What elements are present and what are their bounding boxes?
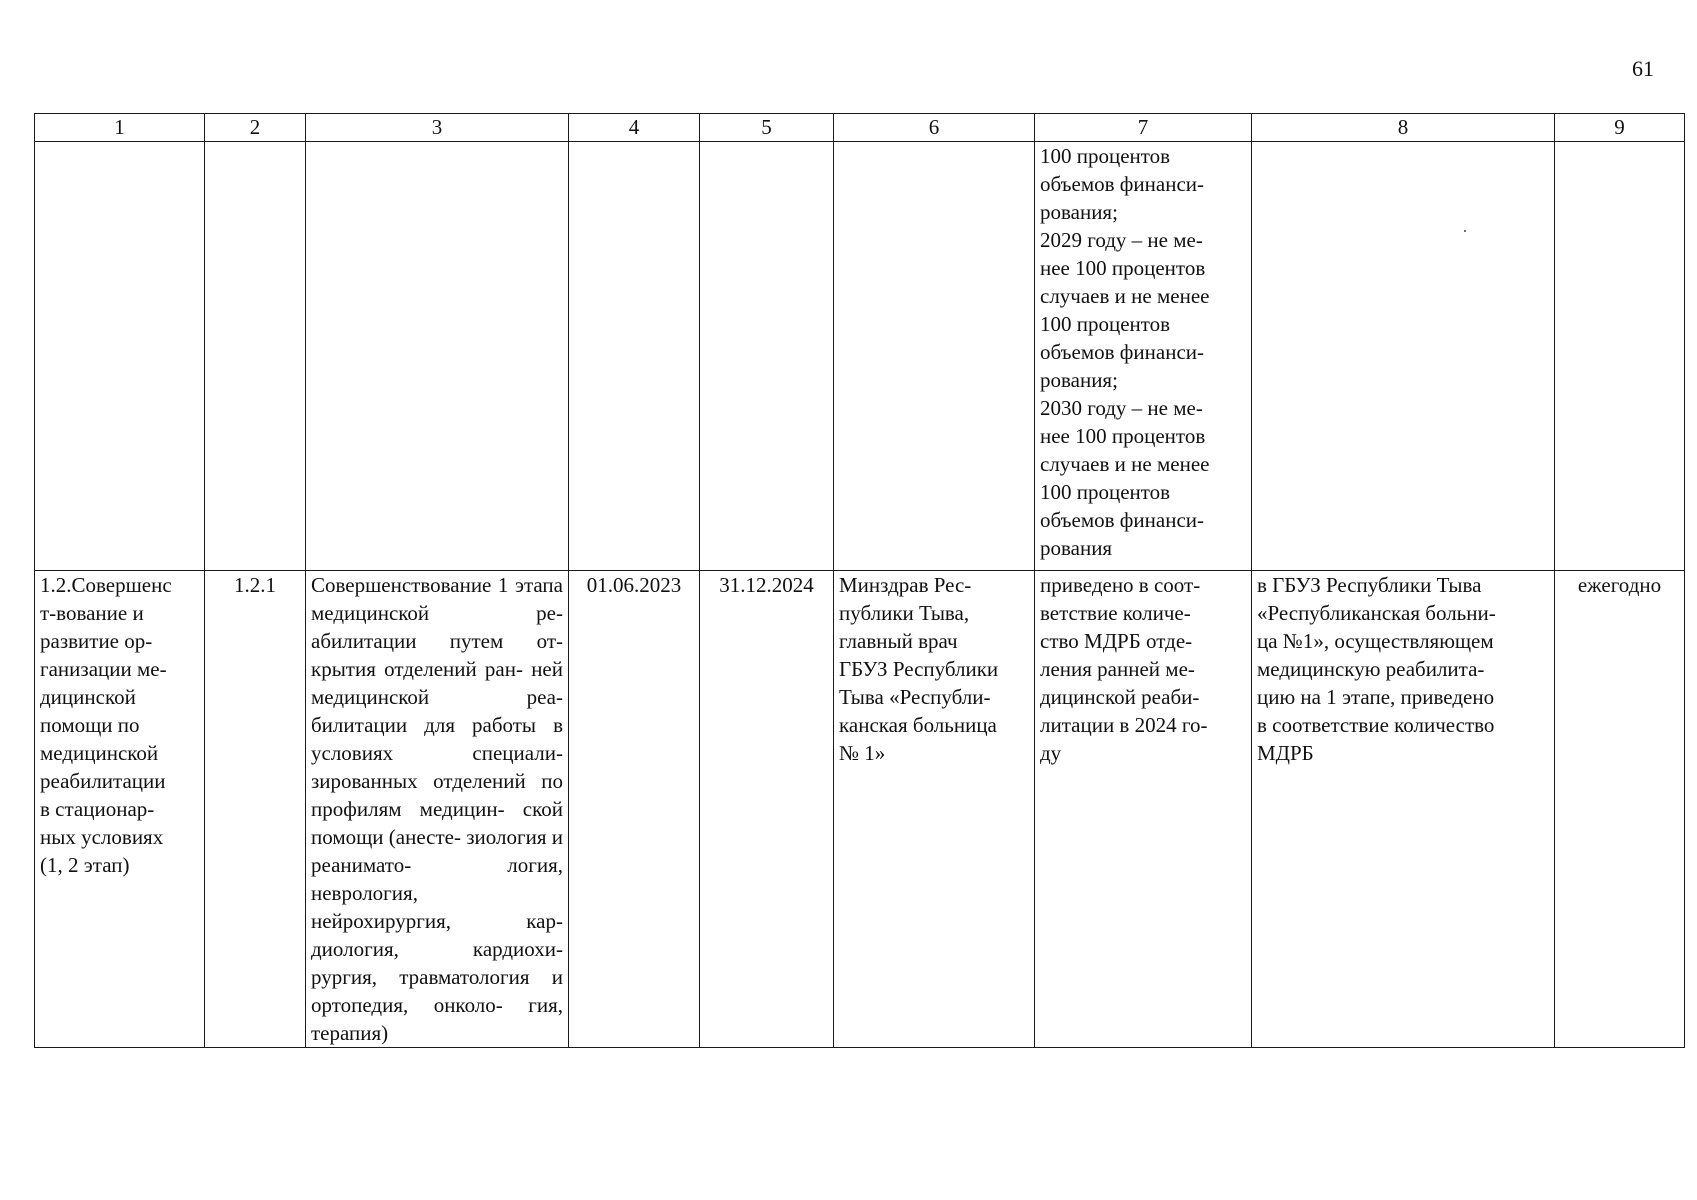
scan-speck (1464, 230, 1466, 232)
indicator-text: в ГБУЗ Республики Тыва «Республиканская больни- ца №1», осуществляющем медицинскую реабилита- цию на 1 этапе, приведено в соответствие количество МДРБ (1257, 573, 1496, 765)
column-header-3: 3 (306, 114, 569, 142)
cell-expected-result (1035, 571, 1252, 1048)
cell-empty (35, 142, 205, 571)
cell-end-date (700, 571, 834, 1048)
column-header-7: 7 (1035, 114, 1252, 142)
cell-empty (569, 142, 700, 571)
cell-empty (700, 142, 834, 571)
item-number-text: 1.2.1 (234, 573, 276, 597)
column-header-1: 1 (35, 114, 205, 142)
responsible-text: Минздрав Рес- публики Тыва, главный врач ГБУЗ Республики Тыва «Республи- канская больница № 1» (839, 573, 999, 765)
page-number: 61 (1632, 56, 1654, 81)
periodicity-text: ежегодно (1577, 573, 1662, 597)
end-date-text: 31.12.2024 (719, 573, 814, 597)
document-table (34, 113, 1685, 1048)
column-header-9: 9 (1555, 114, 1685, 142)
cell-empty (1252, 142, 1555, 571)
cell-section-name (35, 571, 205, 1048)
start-date-text: 01.06.2023 (586, 573, 682, 597)
cell-responsible (834, 571, 1035, 1048)
section-name-text: 1.2.Совершенс т-вование и развитие ор- ганизации ме- дицинской помощи по медицинской реабилитации в стационар- ных условиях (1, 2 этап) (40, 573, 172, 877)
result-continuation-text: 100 процентов объемов финанси- рования; 2029 году – не ме- нее 100 процентов случаев и не менее 100 процентов объемов финанси- рования; 2030 году – не ме- нее 100 процентов случаев и не менее 100 процентов объемов финанси- рования (1040, 144, 1210, 560)
cell-empty (306, 142, 569, 571)
cell-start-date (569, 571, 700, 1048)
table-row-continuation (35, 142, 1685, 571)
cell-result-continuation (1035, 142, 1252, 571)
cell-empty (834, 142, 1035, 571)
cell-item-number (205, 571, 306, 1048)
column-header-8: 8 (1252, 114, 1555, 142)
expected-result-text: приведено в соот- ветствие количе- ство МДРБ отде- ления ранней ме- дицинской реаби- литации в 2024 го- ду (1040, 573, 1208, 765)
column-header-6: 6 (834, 114, 1035, 142)
cell-indicator (1252, 571, 1555, 1048)
activity-description-text: Совершенствование 1 этапа медицинской ре- абилитации путем от- крытия отделений ран- ней медицинской реа- билитации для работы в условиях специали- зированных отделений по профилям медицин- ской помощи (анесте- зиология и реанимато- логия, неврология, нейрохирургия, кар- диология, кардиохи- рургия, травматология и ортопедия, онколо- гия, терапия) (311, 573, 563, 1045)
table-row-1-2 (35, 571, 1685, 1048)
cell-empty (1555, 142, 1685, 571)
cell-periodicity (1555, 571, 1685, 1048)
column-header-2: 2 (205, 114, 306, 142)
cell-activity-description (306, 571, 569, 1048)
cell-empty (205, 142, 306, 571)
column-header-5: 5 (700, 114, 834, 142)
table-header-row (35, 114, 1685, 142)
column-header-4: 4 (569, 114, 700, 142)
